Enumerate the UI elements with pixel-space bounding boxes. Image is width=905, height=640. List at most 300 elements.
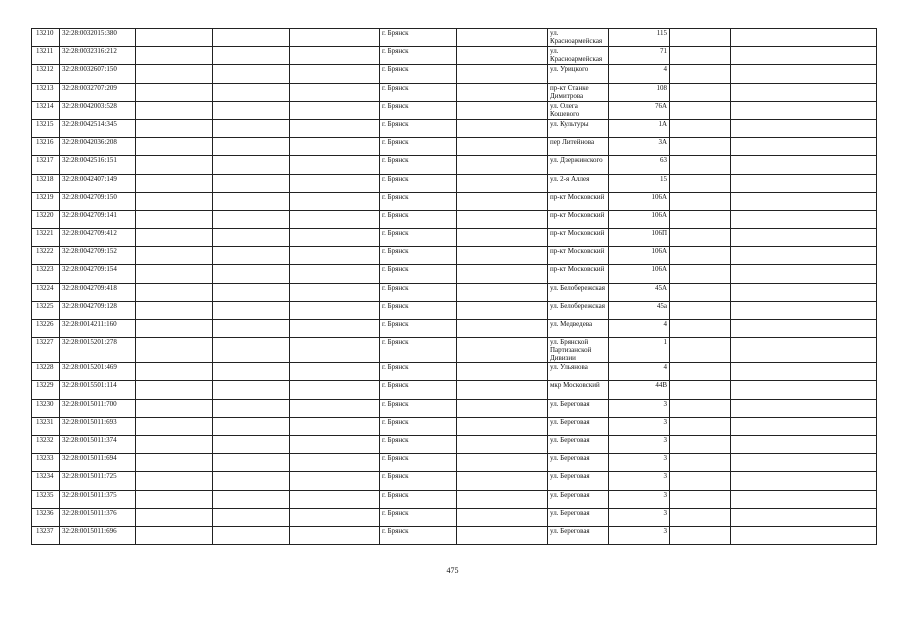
house-number-cell: 115 [609,29,670,47]
empty-cell [670,101,731,119]
empty-cell [457,138,548,156]
empty-cell [731,47,877,65]
row-number-cell: 13216 [32,138,60,156]
empty-cell [670,119,731,137]
city-cell: г. Брянск [380,265,457,283]
house-number-cell: 71 [609,47,670,65]
empty-cell [290,454,380,472]
table-row [32,472,877,490]
city-cell: г. Брянск [380,210,457,228]
empty-cell [670,363,731,381]
empty-cell [731,247,877,265]
empty-cell [670,301,731,319]
registry-table [31,28,877,545]
street-cell: пр-кт Московский [548,229,609,247]
empty-cell [290,301,380,319]
house-number-cell: 3 [609,417,670,435]
empty-cell [290,47,380,65]
street-cell: ул. Красноармейская [548,47,609,65]
house-number-cell: 106А [609,265,670,283]
empty-cell [213,29,290,47]
empty-cell [457,526,548,544]
empty-cell [136,338,213,363]
street-cell: ул. Белобережская [548,283,609,301]
empty-cell [213,454,290,472]
empty-cell [213,417,290,435]
empty-cell [457,229,548,247]
table-row [32,435,877,453]
empty-cell [457,435,548,453]
table-row [32,210,877,228]
city-cell: г. Брянск [380,301,457,319]
empty-cell [213,101,290,119]
table-row [32,83,877,101]
street-cell: ул. Олега Кошевого [548,101,609,119]
empty-cell [213,526,290,544]
cadastral-number-cell: 32:28:0042407:149 [60,174,136,192]
cadastral-number-cell: 32:28:0042709:150 [60,192,136,210]
cadastral-number-cell: 32:28:0032707:209 [60,83,136,101]
empty-cell [136,399,213,417]
empty-cell [457,47,548,65]
row-number-cell: 13211 [32,47,60,65]
street-cell: ул. Культуры [548,119,609,137]
empty-cell [670,265,731,283]
empty-cell [136,381,213,399]
empty-cell [731,490,877,508]
empty-cell [731,320,877,338]
street-cell: ул. Береговая [548,526,609,544]
city-cell: г. Брянск [380,192,457,210]
table-row [32,363,877,381]
empty-cell [213,138,290,156]
empty-cell [670,229,731,247]
empty-cell [290,247,380,265]
table-row [32,138,877,156]
city-cell: г. Брянск [380,65,457,83]
street-cell: ул. Ульянова [548,363,609,381]
cadastral-number-cell: 32:28:0042709:152 [60,247,136,265]
empty-cell [290,210,380,228]
empty-cell [457,210,548,228]
empty-cell [457,65,548,83]
empty-cell [290,508,380,526]
house-number-cell: 3 [609,399,670,417]
street-cell: пер Литейнова [548,138,609,156]
table-row [32,47,877,65]
empty-cell [731,399,877,417]
street-cell: пр-кт Станке Димитрова [548,83,609,101]
row-number-cell: 13230 [32,399,60,417]
empty-cell [213,490,290,508]
house-number-cell: 106П [609,229,670,247]
empty-cell [290,119,380,137]
table-body [32,29,877,545]
empty-cell [670,454,731,472]
empty-cell [670,192,731,210]
street-cell: ул. Медведева [548,320,609,338]
empty-cell [731,454,877,472]
empty-cell [136,454,213,472]
house-number-cell: 106А [609,247,670,265]
empty-cell [457,101,548,119]
empty-cell [290,101,380,119]
empty-cell [457,381,548,399]
empty-cell [731,210,877,228]
empty-cell [731,83,877,101]
row-number-cell: 13231 [32,417,60,435]
empty-cell [731,229,877,247]
empty-cell [731,65,877,83]
house-number-cell: 4 [609,363,670,381]
empty-cell [136,101,213,119]
empty-cell [290,156,380,174]
empty-cell [457,247,548,265]
empty-cell [290,399,380,417]
city-cell: г. Брянск [380,119,457,137]
empty-cell [731,526,877,544]
empty-cell [670,490,731,508]
city-cell: г. Брянск [380,320,457,338]
city-cell: г. Брянск [380,435,457,453]
empty-cell [731,174,877,192]
house-number-cell: 1А [609,119,670,137]
table-row [32,265,877,283]
empty-cell [213,65,290,83]
cadastral-number-cell: 32:28:0015011:374 [60,435,136,453]
empty-cell [457,174,548,192]
cadastral-number-cell: 32:28:0042709:128 [60,301,136,319]
empty-cell [213,283,290,301]
row-number-cell: 13213 [32,83,60,101]
table-row [32,320,877,338]
empty-cell [213,338,290,363]
house-number-cell: 3 [609,454,670,472]
row-number-cell: 13235 [32,490,60,508]
empty-cell [213,320,290,338]
street-cell: ул. Красноармейская [548,29,609,47]
city-cell: г. Брянск [380,417,457,435]
empty-cell [213,83,290,101]
empty-cell [290,83,380,101]
empty-cell [136,83,213,101]
row-number-cell: 13220 [32,210,60,228]
empty-cell [290,338,380,363]
city-cell: г. Брянск [380,283,457,301]
street-cell: ул. Береговая [548,399,609,417]
empty-cell [457,301,548,319]
table-row [32,229,877,247]
empty-cell [457,417,548,435]
empty-cell [457,119,548,137]
cadastral-number-cell: 32:28:0032607:150 [60,65,136,83]
table-row [32,399,877,417]
empty-cell [213,265,290,283]
empty-cell [670,47,731,65]
empty-cell [670,210,731,228]
row-number-cell: 13222 [32,247,60,265]
empty-cell [290,65,380,83]
row-number-cell: 13234 [32,472,60,490]
street-cell: ул. Береговая [548,490,609,508]
empty-cell [290,283,380,301]
empty-cell [213,119,290,137]
cadastral-number-cell: 32:28:0032015:380 [60,29,136,47]
empty-cell [731,472,877,490]
city-cell: г. Брянск [380,247,457,265]
row-number-cell: 13221 [32,229,60,247]
house-number-cell: 45А [609,283,670,301]
table-row [32,174,877,192]
street-cell: ул. Белобережская [548,301,609,319]
empty-cell [457,490,548,508]
empty-cell [457,454,548,472]
row-number-cell: 13232 [32,435,60,453]
cadastral-number-cell: 32:28:0015011:693 [60,417,136,435]
house-number-cell: 15 [609,174,670,192]
empty-cell [731,192,877,210]
empty-cell [670,283,731,301]
street-cell: ул. Береговая [548,472,609,490]
empty-cell [457,399,548,417]
cadastral-number-cell: 32:28:0042709:154 [60,265,136,283]
empty-cell [290,417,380,435]
cadastral-number-cell: 32:28:0042514:345 [60,119,136,137]
empty-cell [290,265,380,283]
house-number-cell: 108 [609,83,670,101]
house-number-cell: 44В [609,381,670,399]
cadastral-number-cell: 32:28:0032316:212 [60,47,136,65]
street-cell: ул. Береговая [548,417,609,435]
empty-cell [213,301,290,319]
empty-cell [670,247,731,265]
empty-cell [136,435,213,453]
table-row [32,301,877,319]
row-number-cell: 13212 [32,65,60,83]
cadastral-number-cell: 32:28:0042036:208 [60,138,136,156]
cadastral-number-cell: 32:28:0015011:700 [60,399,136,417]
city-cell: г. Брянск [380,526,457,544]
empty-cell [670,508,731,526]
street-cell: мкр Московский [548,381,609,399]
empty-cell [136,320,213,338]
house-number-cell: 3 [609,526,670,544]
empty-cell [731,119,877,137]
row-number-cell: 13226 [32,320,60,338]
empty-cell [731,301,877,319]
street-cell: ул. Береговая [548,454,609,472]
empty-cell [136,301,213,319]
empty-cell [457,265,548,283]
city-cell: г. Брянск [380,156,457,174]
house-number-cell: 4 [609,65,670,83]
table-row [32,247,877,265]
empty-cell [213,399,290,417]
empty-cell [670,320,731,338]
row-number-cell: 13219 [32,192,60,210]
row-number-cell: 13228 [32,363,60,381]
row-number-cell: 13236 [32,508,60,526]
city-cell: г. Брянск [380,454,457,472]
empty-cell [457,363,548,381]
table-row [32,526,877,544]
street-cell: пр-кт Московский [548,265,609,283]
empty-cell [136,247,213,265]
house-number-cell: 106А [609,192,670,210]
row-number-cell: 13223 [32,265,60,283]
empty-cell [136,283,213,301]
empty-cell [731,101,877,119]
row-number-cell: 13217 [32,156,60,174]
empty-cell [136,472,213,490]
empty-cell [136,508,213,526]
page-number: 475 [446,566,459,575]
cadastral-number-cell: 32:28:0042516:151 [60,156,136,174]
empty-cell [290,174,380,192]
empty-cell [213,363,290,381]
empty-cell [731,265,877,283]
street-cell: пр-кт Московский [548,192,609,210]
table-row [32,417,877,435]
empty-cell [136,417,213,435]
city-cell: г. Брянск [380,490,457,508]
city-cell: г. Брянск [380,174,457,192]
cadastral-number-cell: 32:28:0015201:278 [60,338,136,363]
empty-cell [731,363,877,381]
empty-cell [290,229,380,247]
street-cell: ул. Береговая [548,435,609,453]
empty-cell [457,156,548,174]
house-number-cell: 1 [609,338,670,363]
house-number-cell: 3 [609,435,670,453]
row-number-cell: 13215 [32,119,60,137]
table-row [32,490,877,508]
table-row [32,101,877,119]
empty-cell [290,472,380,490]
cadastral-number-cell: 32:28:0015011:725 [60,472,136,490]
empty-cell [457,83,548,101]
empty-cell [670,338,731,363]
street-cell: ул. Урицкого [548,65,609,83]
table-row [32,119,877,137]
city-cell: г. Брянск [380,83,457,101]
cadastral-number-cell: 32:28:0014211:160 [60,320,136,338]
empty-cell [290,363,380,381]
empty-cell [290,29,380,47]
empty-cell [290,138,380,156]
house-number-cell: 3 [609,490,670,508]
empty-cell [670,526,731,544]
empty-cell [213,156,290,174]
house-number-cell: 45а [609,301,670,319]
empty-cell [213,508,290,526]
empty-cell [290,526,380,544]
empty-cell [731,381,877,399]
empty-cell [670,65,731,83]
city-cell: г. Брянск [380,338,457,363]
cadastral-number-cell: 32:28:0015011:376 [60,508,136,526]
house-number-cell: 3А [609,138,670,156]
city-cell: г. Брянск [380,381,457,399]
empty-cell [457,472,548,490]
house-number-cell: 76А [609,101,670,119]
empty-cell [136,210,213,228]
city-cell: г. Брянск [380,47,457,65]
empty-cell [670,399,731,417]
empty-cell [457,29,548,47]
cadastral-number-cell: 32:28:0015011:694 [60,454,136,472]
city-cell: г. Брянск [380,29,457,47]
empty-cell [731,283,877,301]
cadastral-number-cell: 32:28:0015501:114 [60,381,136,399]
empty-cell [457,283,548,301]
city-cell: г. Брянск [380,229,457,247]
row-number-cell: 13210 [32,29,60,47]
house-number-cell: 106А [609,210,670,228]
empty-cell [731,156,877,174]
empty-cell [290,381,380,399]
empty-cell [731,508,877,526]
table-row [32,29,877,47]
house-number-cell: 4 [609,320,670,338]
empty-cell [213,247,290,265]
city-cell: г. Брянск [380,363,457,381]
empty-cell [670,29,731,47]
table-row [32,65,877,83]
cadastral-number-cell: 32:28:0015011:696 [60,526,136,544]
row-number-cell: 13214 [32,101,60,119]
cadastral-number-cell: 32:28:0042003:528 [60,101,136,119]
table-row [32,508,877,526]
street-cell: ул. Дзержинского [548,156,609,174]
empty-cell [290,320,380,338]
empty-cell [213,381,290,399]
empty-cell [136,29,213,47]
house-number-cell: 3 [609,508,670,526]
empty-cell [136,47,213,65]
row-number-cell: 13225 [32,301,60,319]
row-number-cell: 13233 [32,454,60,472]
empty-cell [731,435,877,453]
empty-cell [136,65,213,83]
empty-cell [213,210,290,228]
cadastral-number-cell: 32:28:0042709:412 [60,229,136,247]
empty-cell [136,138,213,156]
empty-cell [136,526,213,544]
row-number-cell: 13237 [32,526,60,544]
empty-cell [213,435,290,453]
house-number-cell: 3 [609,472,670,490]
cadastral-number-cell: 32:28:0042709:418 [60,283,136,301]
table-row [32,338,877,363]
empty-cell [136,265,213,283]
empty-cell [136,174,213,192]
house-number-cell: 63 [609,156,670,174]
street-cell: пр-кт Московский [548,210,609,228]
empty-cell [136,192,213,210]
empty-cell [290,192,380,210]
empty-cell [213,229,290,247]
city-cell: г. Брянск [380,101,457,119]
street-cell: ул. Береговая [548,508,609,526]
cadastral-number-cell: 32:28:0015011:375 [60,490,136,508]
row-number-cell: 13224 [32,283,60,301]
table-row [32,454,877,472]
row-number-cell: 13229 [32,381,60,399]
empty-cell [670,83,731,101]
cadastral-number-cell: 32:28:0042709:141 [60,210,136,228]
empty-cell [457,192,548,210]
